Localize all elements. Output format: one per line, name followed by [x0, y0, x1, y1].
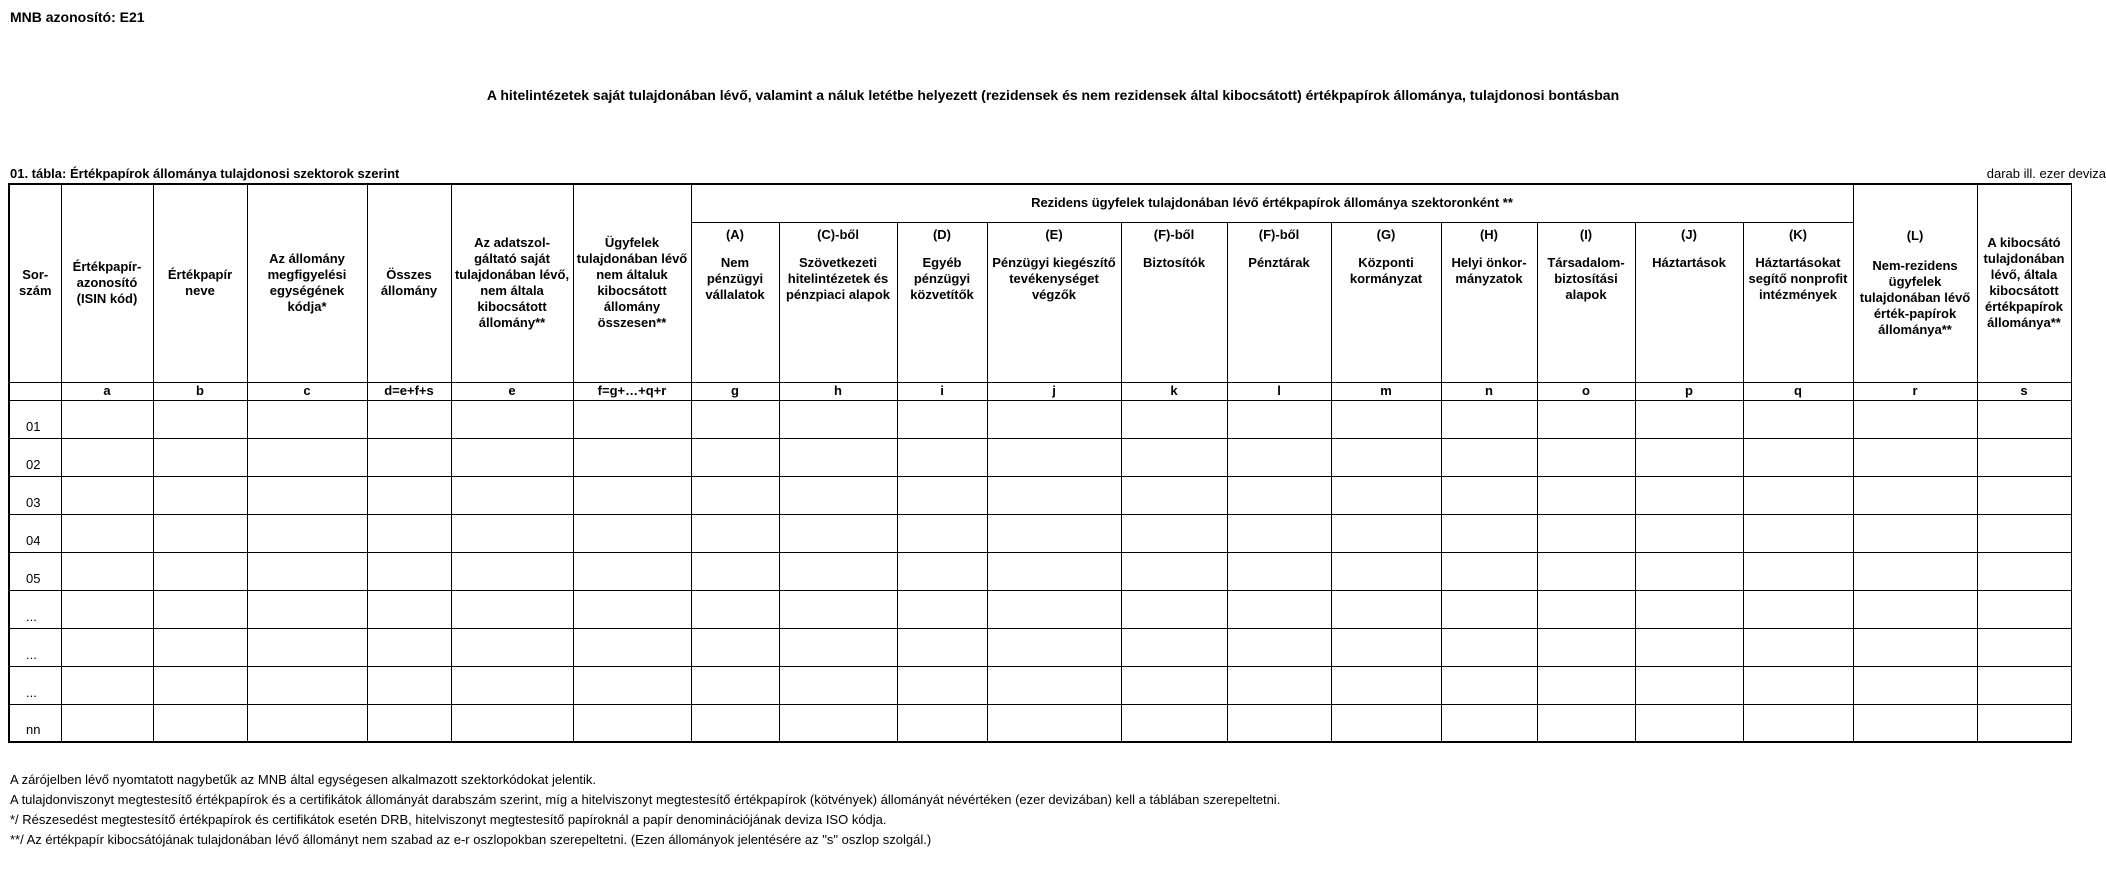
table-cell[interactable]: [1977, 552, 2071, 590]
table-cell[interactable]: [153, 514, 247, 552]
table-cell[interactable]: [573, 666, 691, 704]
sector-column-header: [1441, 222, 1537, 382]
sector-code: (K): [1788, 226, 1808, 242]
sector-label: Pénzügyi kiegészítő tevékenységet végzők: [992, 254, 1116, 302]
table-cell[interactable]: [61, 438, 153, 476]
table-cell[interactable]: [1743, 400, 1853, 438]
footnote: A zárójelben lévő nyomtatott nagybetűk az MNB által egységesen alkalmazott szektorkódokat jelentik.: [10, 772, 597, 787]
table-cell[interactable]: [61, 666, 153, 704]
table-cell[interactable]: [1977, 704, 2071, 742]
table-cell[interactable]: [451, 514, 573, 552]
table-cell[interactable]: [153, 666, 247, 704]
table-cell[interactable]: [1537, 552, 1635, 590]
group-header-label: Rezidens ügyfelek tulajdonában lévő értékpapírok állománya szektoronként **: [1031, 195, 1513, 211]
table-cell[interactable]: [573, 552, 691, 590]
table-cell[interactable]: [1853, 590, 1977, 628]
table-cell[interactable]: [779, 438, 897, 476]
table-cell[interactable]: [1635, 590, 1743, 628]
table-cell[interactable]: [897, 666, 987, 704]
table-cell[interactable]: [1121, 666, 1227, 704]
table-cell[interactable]: [573, 400, 691, 438]
table-cell[interactable]: [987, 514, 1121, 552]
column-letter: r: [1853, 382, 1977, 400]
sector-code: (J): [1681, 226, 1697, 242]
table-cell[interactable]: [1977, 514, 2071, 552]
table-cell[interactable]: [1977, 666, 2071, 704]
footnote: A tulajdonviszonyt megtestesítő értékpapírok és a certifikátok állományát darabszám szerint, míg a hitelviszonyt megtestesítő értékpapírok (kötvények) állományát névértéken (ezer devizában) kell a táblában szerepeltetni.: [10, 792, 1281, 807]
table-cell[interactable]: [61, 552, 153, 590]
table-cell[interactable]: [1331, 628, 1441, 666]
table-cell[interactable]: [779, 628, 897, 666]
table-cell[interactable]: [247, 628, 367, 666]
table-cell[interactable]: [987, 476, 1121, 514]
row-number: ...: [9, 628, 61, 666]
sector-label: Szövetkezeti hitelintézetek és pénzpiaci alapok: [785, 254, 891, 302]
column-letter: n: [1441, 382, 1537, 400]
sector-column-header: [1743, 222, 1853, 382]
table-cell[interactable]: [897, 628, 987, 666]
column-header: [247, 184, 367, 382]
table-cell[interactable]: [897, 400, 987, 438]
sector-column-header: [1331, 222, 1441, 382]
table-cell[interactable]: [573, 590, 691, 628]
table-cell[interactable]: [367, 552, 451, 590]
column-letter: [9, 382, 61, 400]
table-cell[interactable]: [779, 400, 897, 438]
sector-code: (F)-ből: [1258, 226, 1300, 242]
column-letter: f=g+…+q+r: [573, 382, 691, 400]
table-cell[interactable]: [1227, 552, 1331, 590]
table-cell[interactable]: [691, 590, 779, 628]
table-cell[interactable]: [573, 704, 691, 742]
column-header-label: Összes állomány: [380, 267, 438, 299]
column-header: [1977, 184, 2071, 382]
table-cell[interactable]: [1227, 514, 1331, 552]
column-letter: e: [451, 382, 573, 400]
table-cell[interactable]: [691, 476, 779, 514]
securities-table: [8, 183, 2072, 743]
table-cell[interactable]: [1743, 628, 1853, 666]
table-cell[interactable]: [1743, 666, 1853, 704]
table-cell[interactable]: [1635, 552, 1743, 590]
column-letter: g: [691, 382, 779, 400]
table-cell[interactable]: [1121, 590, 1227, 628]
table-cell[interactable]: [1227, 590, 1331, 628]
column-letter: q: [1743, 382, 1853, 400]
table-cell[interactable]: [987, 704, 1121, 742]
table-cell[interactable]: [897, 438, 987, 476]
row-number: 01: [9, 400, 61, 438]
table-cell[interactable]: [897, 552, 987, 590]
table-cell[interactable]: [247, 400, 367, 438]
table-cell[interactable]: [1635, 704, 1743, 742]
sector-column-header: [691, 222, 779, 382]
table-row: [9, 628, 2071, 666]
footnotes: [10, 770, 1280, 850]
table-cell[interactable]: [1537, 590, 1635, 628]
table-cell[interactable]: [153, 628, 247, 666]
column-header-label: Sor-szám: [18, 267, 52, 299]
sector-column-header: [779, 222, 897, 382]
sector-label: Központi kormányzat: [1349, 254, 1423, 286]
table-cell[interactable]: [897, 476, 987, 514]
table-cell[interactable]: [897, 590, 987, 628]
table-cell[interactable]: [779, 590, 897, 628]
sector-code: (H): [1479, 226, 1499, 242]
table-cell[interactable]: [987, 590, 1121, 628]
sector-code: (L): [1906, 228, 1924, 244]
table-cell[interactable]: [1331, 514, 1441, 552]
table-cell[interactable]: [779, 666, 897, 704]
table-cell[interactable]: [1635, 438, 1743, 476]
table-cell[interactable]: [247, 438, 367, 476]
column-letter: j: [987, 382, 1121, 400]
row-number: nn: [9, 704, 61, 742]
table-cell[interactable]: [451, 666, 573, 704]
table-cell[interactable]: [1537, 628, 1635, 666]
table-cell[interactable]: [1227, 628, 1331, 666]
table-cell[interactable]: [451, 438, 573, 476]
table-cell[interactable]: [897, 514, 987, 552]
table-cell[interactable]: [1441, 514, 1537, 552]
table-row: [9, 438, 2071, 476]
table-cell[interactable]: [1121, 400, 1227, 438]
table-cell[interactable]: [1743, 590, 1853, 628]
sector-code: (D): [932, 226, 952, 242]
column-header: [367, 184, 451, 382]
sector-label: Biztosítók: [1142, 254, 1206, 270]
table-cell[interactable]: [1743, 552, 1853, 590]
table-cell[interactable]: [1853, 514, 1977, 552]
sector-label: Nem pénzügyi vállalatok: [705, 254, 765, 302]
table-cell[interactable]: [367, 590, 451, 628]
table-cell[interactable]: [1331, 400, 1441, 438]
table-cell[interactable]: [61, 476, 153, 514]
table-cell[interactable]: [1441, 476, 1537, 514]
sector-column-header: [1635, 222, 1743, 382]
table-row: [9, 552, 2071, 590]
table-cell[interactable]: [691, 552, 779, 590]
column-header: [1853, 184, 1977, 382]
sector-code: (G): [1376, 226, 1396, 242]
sector-column-header: [1537, 222, 1635, 382]
column-header: [9, 184, 61, 382]
table-cell[interactable]: [1121, 552, 1227, 590]
table-cell[interactable]: [1977, 590, 2071, 628]
sector-column-header: [987, 222, 1121, 382]
table-cell[interactable]: [1977, 476, 2071, 514]
table-cell[interactable]: [987, 400, 1121, 438]
table-cell[interactable]: [1977, 628, 2071, 666]
column-header: [573, 184, 691, 382]
table-cell[interactable]: [1743, 476, 1853, 514]
table-cell[interactable]: [1441, 590, 1537, 628]
sector-code: (A): [725, 226, 745, 242]
table-cell[interactable]: [1331, 666, 1441, 704]
table-cell[interactable]: [1441, 552, 1537, 590]
sector-label: Háztartások: [1652, 254, 1726, 270]
table-cell[interactable]: [367, 704, 451, 742]
table-cell[interactable]: [247, 666, 367, 704]
table-cell[interactable]: [1743, 438, 1853, 476]
table-cell[interactable]: [1227, 704, 1331, 742]
table-cell[interactable]: [1441, 438, 1537, 476]
table-cell[interactable]: [153, 704, 247, 742]
table-cell[interactable]: [691, 666, 779, 704]
table-cell[interactable]: [1977, 400, 2071, 438]
table-row: [9, 400, 2071, 438]
document-title: A hitelintézetek saját tulajdonában lévő, valamint a náluk letétbe helyezett (rezidensek és nem rezidensek által kibocsátott) értékpapírok állománya, tulajdonosi bontásban: [486, 87, 1620, 103]
table-cell[interactable]: [779, 514, 897, 552]
row-number: 03: [9, 476, 61, 514]
table-cell[interactable]: [1441, 666, 1537, 704]
table-cell[interactable]: [247, 476, 367, 514]
table-cell[interactable]: [1853, 704, 1977, 742]
footnote: **/ Az értékpapír kibocsátójának tulajdonában lévő állományt nem szabad az e-r oszlopokban szerepeltetni. (Ezen állományok jelentésére az "s" oszlop szolgál.): [10, 832, 932, 847]
table-cell[interactable]: [367, 476, 451, 514]
column-header-label: A kibocsátó tulajdonában lévő, általa kibocsátott értékpapírok állománya**: [1983, 235, 2065, 331]
table-cell[interactable]: [1537, 666, 1635, 704]
column-letter: m: [1331, 382, 1441, 400]
unit-note: darab ill. ezer deviza: [1986, 166, 2106, 181]
table-cell[interactable]: [1331, 438, 1441, 476]
table-cell[interactable]: [1853, 438, 1977, 476]
table-cell[interactable]: [1121, 476, 1227, 514]
table-cell[interactable]: [451, 400, 573, 438]
table-cell[interactable]: [247, 514, 367, 552]
table-cell[interactable]: [1537, 476, 1635, 514]
table-cell[interactable]: [367, 438, 451, 476]
table-cell[interactable]: [247, 552, 367, 590]
column-header: [451, 184, 573, 382]
column-header-label: Az állomány megfigyelési egységének kódja*: [267, 251, 347, 315]
table-cell[interactable]: [1635, 666, 1743, 704]
table-cell[interactable]: [153, 400, 247, 438]
table-cell[interactable]: [61, 628, 153, 666]
sector-column-header: [897, 222, 987, 382]
table-cell[interactable]: [1743, 514, 1853, 552]
table-cell[interactable]: [573, 628, 691, 666]
table-cell[interactable]: [61, 590, 153, 628]
table-cell[interactable]: [1635, 514, 1743, 552]
table-cell[interactable]: [573, 476, 691, 514]
table-cell[interactable]: [1853, 666, 1977, 704]
table-cell[interactable]: [451, 590, 573, 628]
table-cell[interactable]: [1537, 438, 1635, 476]
column-header-label: Ügyfelek tulajdonában lévő nem általuk kibocsátott állomány összesen**: [576, 235, 688, 331]
table-cell[interactable]: [1331, 704, 1441, 742]
column-letter: s: [1977, 382, 2071, 400]
table-cell[interactable]: [1121, 514, 1227, 552]
sector-label: Pénztárak: [1248, 254, 1310, 270]
column-letter: p: [1635, 382, 1743, 400]
table-cell[interactable]: [1121, 628, 1227, 666]
table-cell[interactable]: [1635, 400, 1743, 438]
table-row: [9, 514, 2071, 552]
table-cell[interactable]: [691, 438, 779, 476]
row-number: ...: [9, 666, 61, 704]
table-cell[interactable]: [1635, 476, 1743, 514]
sector-label: Helyi önkor-mányzatok: [1451, 254, 1527, 286]
row-number: ...: [9, 590, 61, 628]
row-number: 04: [9, 514, 61, 552]
table-cell[interactable]: [153, 590, 247, 628]
table-caption: 01. tábla: Értékpapírok állománya tulajdonosi szektorok szerint: [10, 166, 400, 181]
column-header: [153, 184, 247, 382]
table-cell[interactable]: [367, 666, 451, 704]
column-header: [61, 184, 153, 382]
table-cell[interactable]: [247, 704, 367, 742]
column-letter: b: [153, 382, 247, 400]
sector-column-header: [1121, 222, 1227, 382]
table-cell[interactable]: [1853, 476, 1977, 514]
table-cell[interactable]: [451, 704, 573, 742]
table-cell[interactable]: [1853, 628, 1977, 666]
table-cell[interactable]: [153, 552, 247, 590]
table-row: [9, 704, 2071, 742]
sector-label: Háztartásokat segítő nonprofit intézmények: [1748, 254, 1848, 302]
column-letter: a: [61, 382, 153, 400]
group-header: [691, 184, 1853, 222]
column-header-label: Nem-rezidens ügyfelek tulajdonában lévő érték-papírok állománya**: [1859, 258, 1971, 338]
sector-column-header: [1227, 222, 1331, 382]
column-letter: k: [1121, 382, 1227, 400]
column-letter: o: [1537, 382, 1635, 400]
table-cell[interactable]: [987, 438, 1121, 476]
sector-label: Társadalom-biztosítási alapok: [1547, 254, 1625, 302]
table-cell[interactable]: [1227, 476, 1331, 514]
table-cell[interactable]: [1853, 400, 1977, 438]
table-cell[interactable]: [61, 704, 153, 742]
table-cell[interactable]: [573, 514, 691, 552]
table-cell[interactable]: [1635, 628, 1743, 666]
table-cell[interactable]: [987, 628, 1121, 666]
sector-code: (C)-ből: [817, 226, 859, 242]
column-header-label: Értékpapír-azonosító (ISIN kód): [72, 259, 142, 307]
sector-code: (I): [1579, 226, 1593, 242]
table-cell[interactable]: [691, 400, 779, 438]
table-cell[interactable]: [1441, 628, 1537, 666]
table-cell[interactable]: [1537, 400, 1635, 438]
column-letter: c: [247, 382, 367, 400]
table-cell[interactable]: [153, 438, 247, 476]
table-cell[interactable]: [1121, 704, 1227, 742]
table-cell[interactable]: [61, 514, 153, 552]
table-cell[interactable]: [1977, 438, 2071, 476]
column-letter: d=e+f+s: [367, 382, 451, 400]
table-cell[interactable]: [367, 514, 451, 552]
footnote: */ Részesedést megtestesítő értékpapírok és certifikátok esetén DRB, hitelviszonyt megtestesítő papíroknál a papír denominációjának deviza ISO kódja.: [10, 812, 887, 827]
table-cell[interactable]: [573, 438, 691, 476]
sector-code: (F)-ből: [1153, 226, 1195, 242]
table-cell[interactable]: [691, 704, 779, 742]
table-cell[interactable]: [691, 514, 779, 552]
column-header-label: Értékpapír neve: [167, 267, 233, 299]
table-cell[interactable]: [1331, 552, 1441, 590]
header-row: [9, 184, 2071, 222]
row-number: 02: [9, 438, 61, 476]
column-letter: h: [779, 382, 897, 400]
table-cell[interactable]: [1537, 514, 1635, 552]
table-cell[interactable]: [451, 476, 573, 514]
column-letter-row: [9, 382, 2071, 400]
table-cell[interactable]: [247, 590, 367, 628]
sector-label: Egyéb pénzügyi közvetítők: [910, 254, 974, 302]
table-row: [9, 666, 2071, 704]
table-cell[interactable]: [1441, 400, 1537, 438]
mnb-identifier: MNB azonosító: E21: [10, 9, 145, 25]
sector-code: (E): [1045, 226, 1063, 242]
table-cell[interactable]: [1121, 438, 1227, 476]
column-letter: i: [897, 382, 987, 400]
table-cell[interactable]: [779, 704, 897, 742]
table-cell[interactable]: [987, 666, 1121, 704]
table-cell[interactable]: [1331, 476, 1441, 514]
table-cell[interactable]: [987, 552, 1121, 590]
table-cell[interactable]: [1227, 400, 1331, 438]
table-cell[interactable]: [1227, 666, 1331, 704]
table-cell[interactable]: [897, 704, 987, 742]
table-cell[interactable]: [153, 476, 247, 514]
table-cell[interactable]: [1331, 590, 1441, 628]
table-cell[interactable]: [1537, 704, 1635, 742]
table-cell[interactable]: [691, 628, 779, 666]
table-row: [9, 590, 2071, 628]
table-cell[interactable]: [779, 552, 897, 590]
table-cell[interactable]: [1441, 704, 1537, 742]
table-cell[interactable]: [779, 476, 897, 514]
column-letter: l: [1227, 382, 1331, 400]
table-cell[interactable]: [1853, 552, 1977, 590]
table-cell[interactable]: [451, 628, 573, 666]
table-cell[interactable]: [451, 552, 573, 590]
table-cell[interactable]: [367, 400, 451, 438]
column-header-label: Az adatszol-gáltató saját tulajdonában lévő, nem általa kibocsátott állomány**: [454, 235, 570, 331]
table-cell[interactable]: [1743, 704, 1853, 742]
table-row: [9, 476, 2071, 514]
row-number: 05: [9, 552, 61, 590]
table-cell[interactable]: [367, 628, 451, 666]
table-cell[interactable]: [1227, 438, 1331, 476]
table-cell[interactable]: [61, 400, 153, 438]
